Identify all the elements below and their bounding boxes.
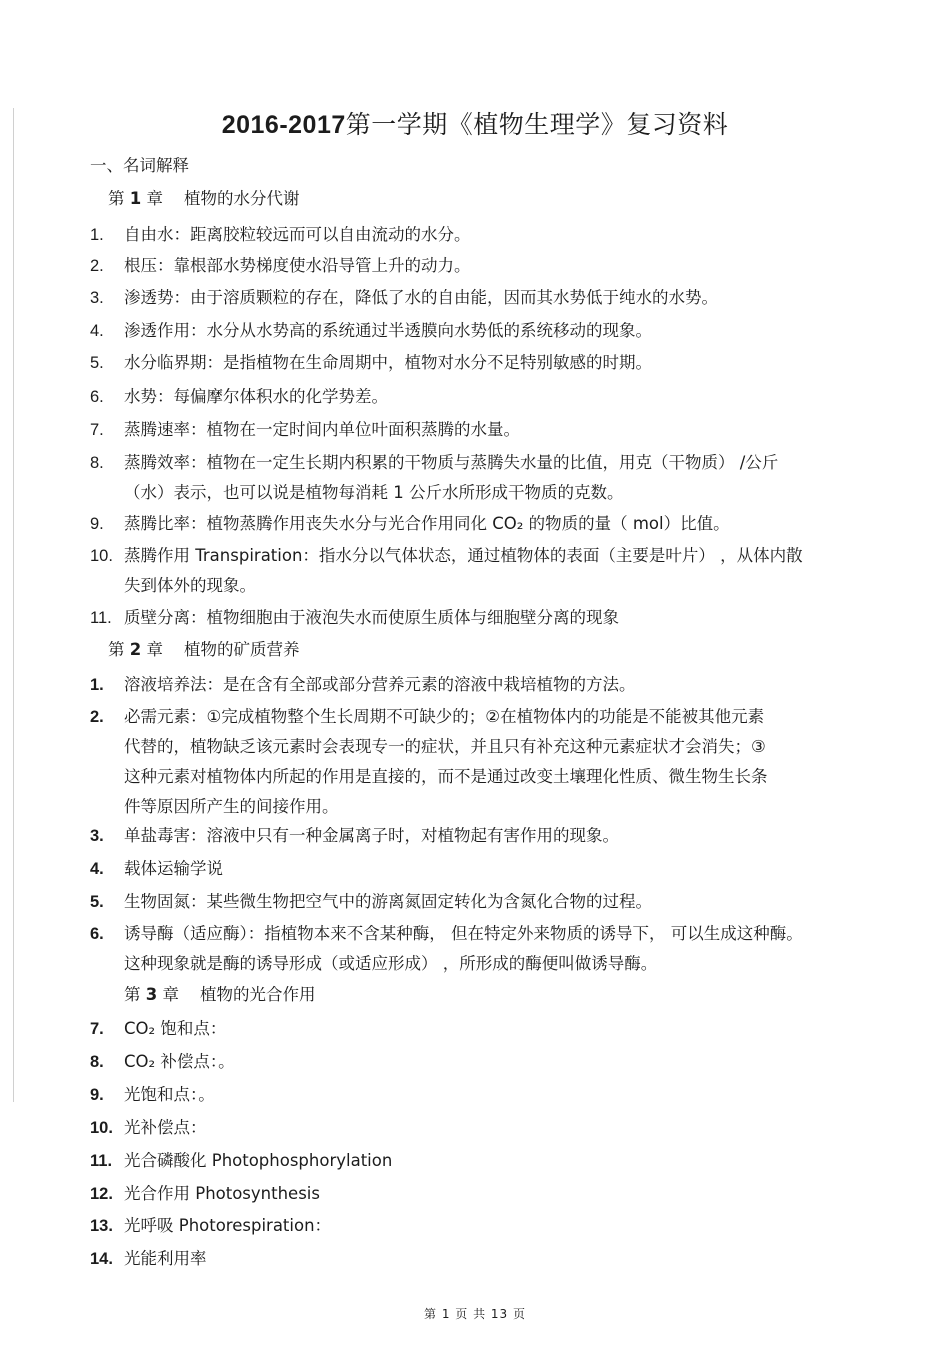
item-text: [124, 382, 388, 412]
item-number: 6.: [90, 925, 104, 943]
item-line: （水）表示，也可以说是植物每消耗 1 公斤水所形成干物质的克数。: [124, 483, 624, 502]
page-margin-line: [13, 108, 14, 1102]
chapter-heading-1: [108, 184, 299, 214]
list-item: [90, 821, 880, 851]
list-item: [90, 702, 880, 822]
item-line: 这种元素对植物体内所起的作用是直接的，而不是通过改变土壤理化性质、微生物生长条: [124, 767, 768, 786]
item-line: 水势：每偏摩尔体积水的化学势差。: [124, 387, 388, 406]
item-number: 4.: [90, 860, 104, 878]
item-text: [124, 220, 471, 250]
item-number: 6.: [90, 388, 104, 406]
item-line: 蒸腾比率：植物蒸腾作用丧失水分与光合作用同化 CO₂ 的物质的量（ mol）比值。: [124, 514, 730, 533]
item-number: 10.: [90, 1119, 113, 1137]
chapter-number: 1: [129, 189, 142, 208]
item-line: 光呼吸 Photorespiration：: [124, 1216, 332, 1235]
item-line: 自由水：距离胶粒较远而可以自由流动的水分。: [124, 225, 471, 244]
chapter-heading-3: [124, 980, 315, 1010]
page-footer: 第 1 页 共 13 页: [424, 1307, 526, 1321]
document-title: [0, 107, 950, 143]
item-line: 光合磷酸化 Photophosphorylation: [124, 1151, 393, 1170]
item-line: 单盐毒害：溶液中只有一种金属离子时，对植物起有害作用的现象。: [124, 826, 619, 845]
item-number: 5.: [90, 893, 104, 911]
item-number: 9.: [90, 515, 104, 533]
item-line: 光饱和点：。: [124, 1085, 215, 1104]
item-line: 光合作用 Photosynthesis: [124, 1184, 320, 1203]
chapter-name: 植物的光合作用: [199, 985, 316, 1004]
list-item: [90, 603, 880, 633]
list-item: [90, 509, 880, 539]
list-item: [90, 220, 880, 250]
item-line: 生物固氮：某些微生物把空气中的游离氮固定转化为含氮化合物的过程。: [124, 892, 652, 911]
list-item: [90, 348, 880, 378]
list-item: [90, 382, 880, 412]
item-line: CO₂ 饱和点：: [124, 1019, 227, 1038]
item-text: [124, 415, 520, 445]
item-number: 11.: [90, 1152, 113, 1170]
list-item: [90, 1080, 880, 1110]
item-text: [124, 854, 223, 884]
item-line: 光能利用率: [124, 1249, 207, 1268]
item-line: 溶液培养法：是在含有全部或部分营养元素的溶液中栽培植物的方法。: [124, 675, 636, 694]
item-text: [124, 1014, 226, 1044]
item-line: 必需元素：①完成植物整个生长周期不可缺少的；②在植物体内的功能是不能被其他元素: [124, 707, 765, 726]
chapter-heading-2: [108, 635, 299, 665]
item-line: 载体运输学说: [124, 859, 223, 878]
item-line: 诱导酶（适应酶）：指植物本来不含某种酶， 但在特定外来物质的诱导下， 可以生成这种酶。: [124, 924, 803, 943]
item-number: 1.: [90, 226, 104, 244]
item-number: 3.: [90, 827, 104, 845]
chapter-prefix: 第: [124, 985, 146, 1004]
item-text: [124, 1211, 331, 1241]
item-text: [124, 251, 471, 281]
item-number: 7.: [90, 421, 104, 439]
chapter-suffix: 章: [141, 640, 184, 659]
item-text: [124, 509, 730, 539]
item-text: [124, 1047, 235, 1077]
item-line: 件等原因所产生的间接作用。: [124, 797, 339, 816]
chapter-name: 植物的矿质营养: [183, 640, 300, 659]
list-item: [90, 541, 880, 601]
item-line: 蒸腾效率：植物在一定生长期内积累的干物质与蒸腾失水量的比值，用克（干物质） /公斤: [124, 453, 779, 472]
list-item: [90, 854, 880, 884]
list-item: [90, 919, 880, 979]
list-item: [90, 251, 880, 281]
list-item: [90, 1244, 880, 1274]
item-number: 9.: [90, 1086, 104, 1104]
list-item: [90, 1211, 880, 1241]
item-line: 渗透势：由于溶质颗粒的存在，降低了水的自由能，因而其水势低于纯水的水势。: [124, 288, 718, 307]
item-number: 3.: [90, 289, 104, 307]
item-text: [124, 1244, 207, 1274]
item-line: 根压：靠根部水势梯度使水沿导管上升的动力。: [124, 256, 471, 275]
chapter-number: 3: [145, 985, 158, 1004]
item-number: 1.: [90, 676, 104, 694]
list-item: [90, 887, 880, 917]
chapter-number: 2: [129, 640, 142, 659]
item-text: [124, 670, 636, 700]
list-item: [90, 415, 880, 445]
item-number: 2.: [90, 257, 104, 275]
item-text: [124, 541, 803, 601]
item-number: 10.: [90, 547, 113, 565]
list-item: [90, 1146, 880, 1176]
item-text: [124, 702, 768, 822]
item-line: CO₂ 补偿点：。: [124, 1052, 235, 1071]
list-item: [90, 1047, 880, 1077]
item-number: 4.: [90, 322, 104, 340]
item-text: [124, 919, 803, 979]
chapter-name: 植物的水分代谢: [183, 189, 300, 208]
list-item: [90, 1179, 880, 1209]
list-item: [90, 1014, 880, 1044]
item-line: 这种现象就是酶的诱导形成（或适应形成） ，所形成的酶便叫做诱导酶。: [124, 954, 658, 973]
item-number: 11.: [90, 609, 112, 627]
item-text: [124, 1080, 215, 1110]
item-line: 光补偿点：: [124, 1118, 207, 1137]
item-text: [124, 1146, 392, 1176]
item-line: 失到体外的现象。: [124, 576, 256, 595]
chapter-suffix: 章: [157, 985, 200, 1004]
item-text: [124, 821, 619, 851]
item-text: [124, 603, 619, 633]
item-text: [124, 887, 652, 917]
item-text: [124, 1179, 320, 1209]
list-item: [90, 1113, 880, 1143]
item-line: 质壁分离：植物细胞由于液泡失水而使原生质体与细胞壁分离的现象: [124, 608, 619, 627]
list-item: [90, 316, 880, 346]
item-number: 8.: [90, 1053, 104, 1071]
chapter-prefix: 第: [108, 640, 130, 659]
item-number: 5.: [90, 354, 104, 372]
item-line: 蒸腾作用 Transpiration：指水分以气体状态，通过植物体的表面（主要是叶片） ，从体内散: [124, 546, 803, 565]
item-text: [124, 348, 652, 378]
item-number: 2.: [90, 708, 104, 726]
chapter-suffix: 章: [141, 189, 184, 208]
list-item: [90, 448, 880, 508]
item-number: 13.: [90, 1217, 113, 1235]
chapter-prefix: 第: [108, 189, 130, 208]
item-text: [124, 316, 652, 346]
item-text: [124, 448, 778, 508]
item-line: 渗透作用：水分从水势高的系统通过半透膜向水势低的系统移动的现象。: [124, 321, 652, 340]
item-line: 水分临界期：是指植物在生命周期中，植物对水分不足特别敏感的时期。: [124, 353, 652, 372]
section-heading: 一、名词解释: [90, 156, 189, 175]
item-number: 12.: [90, 1185, 113, 1203]
item-text: [124, 1113, 207, 1143]
item-line: 蒸腾速率：植物在一定时间内单位叶面积蒸腾的水量。: [124, 420, 520, 439]
list-item: [90, 283, 880, 313]
item-number: 14.: [90, 1250, 113, 1268]
title-text: 第一学期《植物生理学》复习资料: [345, 110, 729, 139]
list-item: [90, 670, 880, 700]
item-number: 8.: [90, 454, 104, 472]
item-text: [124, 283, 718, 313]
item-line: 代替的，植物缺乏该元素时会表现专一的症状，并且只有补充这种元素症状才会消失；③: [124, 737, 766, 756]
title-year: 2016-2017: [221, 111, 346, 139]
item-number: 7.: [90, 1020, 104, 1038]
